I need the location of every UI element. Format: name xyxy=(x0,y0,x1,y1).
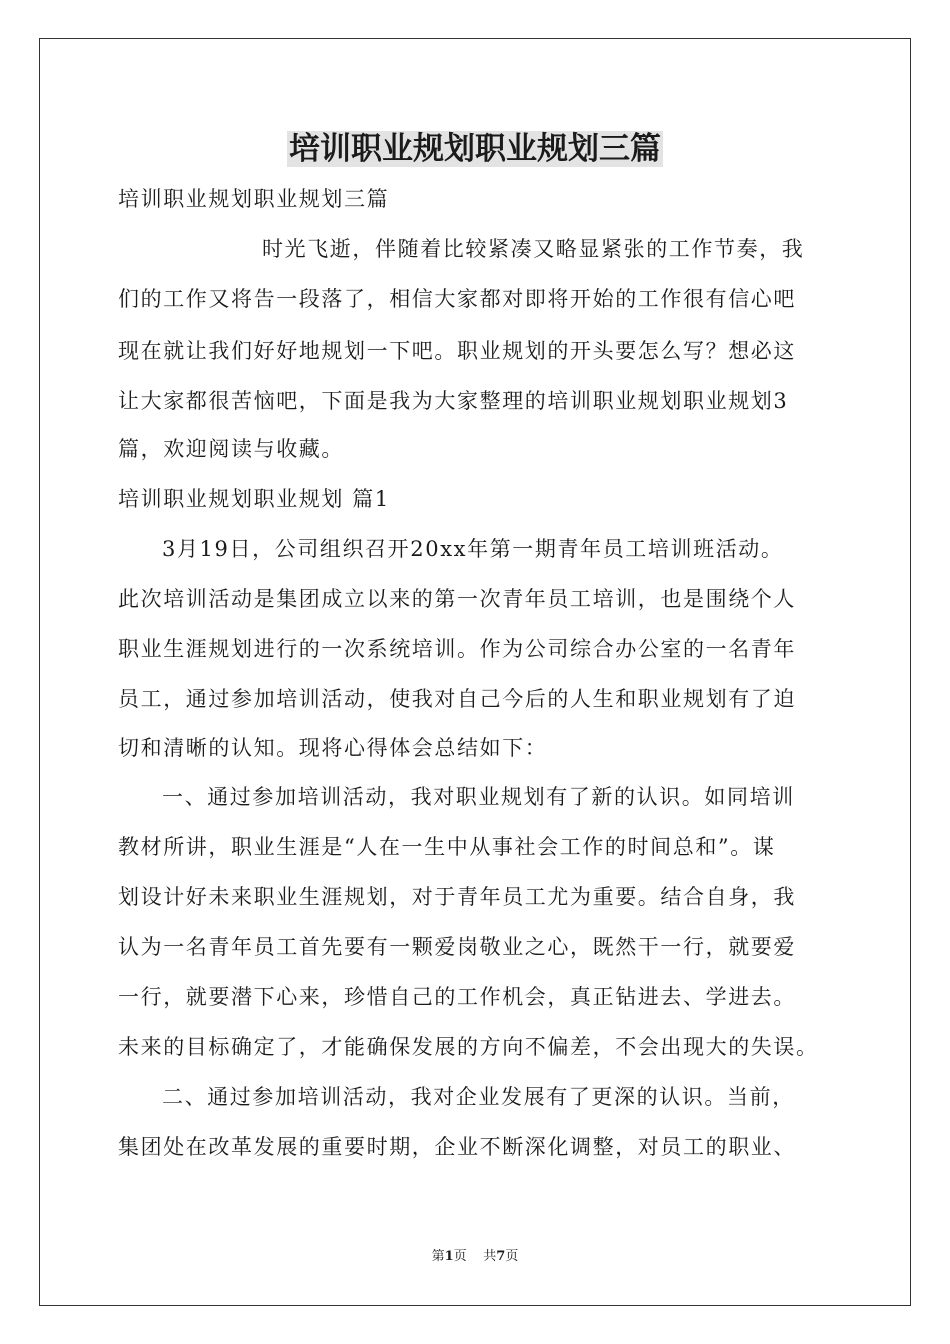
paragraph-line: 切和清晰的认知。现将心得体会总结如下： xyxy=(118,736,548,760)
paragraph-line: 认为一名青年员工首先要有一颗爱岗敬业之心，既然干一行，就要爱 xyxy=(118,935,796,959)
intro-line: 们的工作又将告一段落了，相信大家都对即将开始的工作很有信心吧 xyxy=(118,287,796,311)
paragraph-line: 员工，通过参加培训活动，使我对自己今后的人生和职业规划有了迫 xyxy=(118,687,796,711)
paragraph-line: 未来的目标确定了，才能确保发展的方向不偏差，不会出现大的失误。 xyxy=(118,1035,819,1059)
section-heading: 培训职业规划职业规划 篇1 xyxy=(118,487,390,511)
total-prefix: 共 xyxy=(483,1249,497,1264)
paragraph-line: 二、通过参加培训活动，我对企业发展有了更深的认识。当前， xyxy=(162,1085,795,1109)
total-suffix: 页 xyxy=(505,1249,519,1264)
paragraph-line: 此次培训活动是集团成立以来的第一次青年员工培训，也是围绕个人 xyxy=(118,587,796,611)
page-prefix: 第 xyxy=(431,1249,445,1264)
page-number: 1 xyxy=(444,1249,454,1264)
paragraph-line: 教材所讲，职业生涯是“人在一生中从事社会工作的时间总和”。谋 xyxy=(118,835,776,859)
intro-line: 篇，欢迎阅读与收藏。 xyxy=(118,437,344,461)
paragraph-line: 一行，就要潜下心来，珍惜自己的工作机会，真正钻进去、学进去。 xyxy=(118,985,796,1009)
paragraph-line: 3月19日，公司组织召开20xx年第一期青年员工培训班活动。 xyxy=(162,537,784,561)
intro-line: 现在就让我们好好地规划一下吧。职业规划的开头要怎么写？想必这 xyxy=(118,339,796,363)
intro-line: 让大家都很苦恼吧，下面是我为大家整理的培训职业规划职业规划3 xyxy=(118,389,789,413)
document-title-text: 培训职业规划职业规划三篇 xyxy=(289,131,661,167)
paragraph-line: 一、通过参加培训活动，我对职业规划有了新的认识。如同培训 xyxy=(162,785,795,809)
page-border xyxy=(39,38,911,1306)
intro-line: 时光飞逝，伴随着比较紧凑又略显紧张的工作节奏，我 xyxy=(262,237,805,261)
document-subtitle: 培训职业规划职业规划三篇 xyxy=(118,187,390,211)
paragraph-line: 划设计好未来职业生涯规划，对于青年员工尤为重要。结合自身，我 xyxy=(118,885,796,909)
paragraph-line: 职业生涯规划进行的一次系统培训。作为公司综合办公室的一名青年 xyxy=(118,637,796,661)
total-pages: 7 xyxy=(496,1249,506,1264)
document-title xyxy=(0,126,950,172)
page-footer xyxy=(0,1248,950,1266)
paragraph-line: 集团处在改革发展的重要时期，企业不断深化调整，对员工的职业、 xyxy=(118,1135,796,1159)
page-suffix: 页 xyxy=(453,1249,467,1264)
